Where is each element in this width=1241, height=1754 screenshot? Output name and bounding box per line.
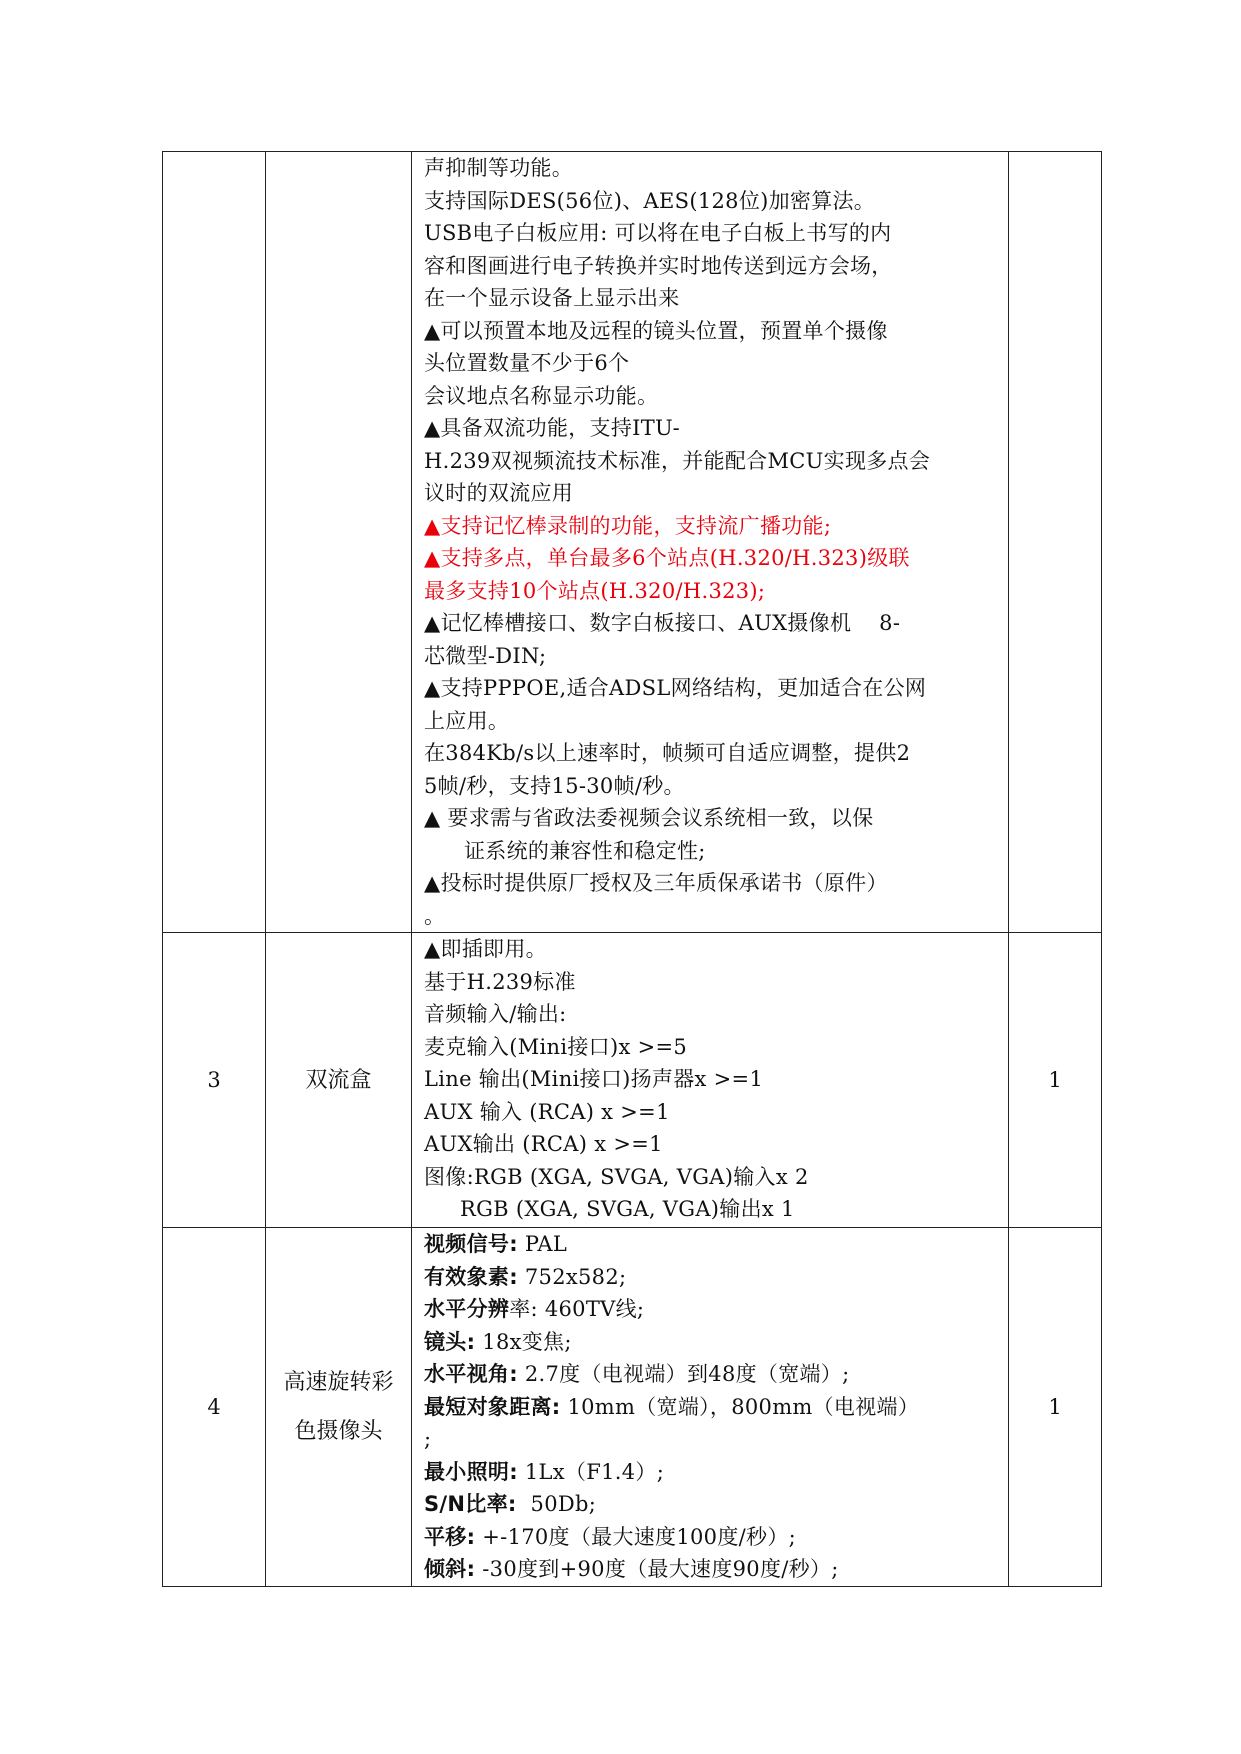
spec-text: 。	[424, 903, 446, 928]
spec-line	[424, 250, 1000, 283]
spec-text: ;	[424, 1427, 432, 1451]
spec-cell	[412, 1228, 1009, 1587]
spec-line	[424, 802, 1000, 835]
spec-text: USB电子白板应用: 可以将在电子白板上书写的内	[424, 221, 892, 245]
spec-cell	[412, 152, 1009, 933]
spec-line	[424, 640, 1000, 673]
spec-line	[424, 737, 1000, 770]
spec-line	[424, 933, 1000, 966]
spec-text: H.239双视频流技术标准，并能配合MCU实现多点会	[424, 448, 931, 473]
spec-line	[424, 152, 1000, 185]
spec-text: 在一个显示设备上显示出来	[424, 286, 680, 310]
spec-line	[424, 542, 1000, 575]
spec-line	[424, 380, 1000, 413]
spec-text: +-170度（最大速度100度/秒）;	[475, 1524, 796, 1549]
spec-line	[424, 282, 1000, 315]
spec-text: 议时的双流应用	[424, 481, 574, 505]
spec-line	[424, 672, 1000, 705]
spec-key: 有效象素:	[424, 1264, 518, 1289]
spec-text: 752x582;	[517, 1264, 627, 1289]
spec-line	[424, 477, 1000, 510]
spec-text: 上应用。	[424, 708, 510, 733]
spec-line	[424, 867, 1000, 900]
spec-key: 水平分辨	[424, 1297, 510, 1321]
spec-line	[424, 607, 1000, 640]
spec-text: 2.7度（电视端）到48度（宽端）;	[517, 1362, 850, 1386]
spec-line	[424, 412, 1000, 445]
table-row	[163, 152, 1102, 933]
spec-text: ▲记忆棒槽接口、数字白板接口、AUX摄像机 8-	[424, 611, 901, 635]
spec-key: S/N比率:	[424, 1492, 517, 1516]
spec-line	[424, 705, 1000, 738]
spec-text: ▲具备双流功能，支持ITU-	[424, 416, 681, 440]
item-name-cell	[266, 933, 412, 1228]
item-name-cell	[266, 1228, 412, 1587]
spec-text: 率: 460TV线;	[509, 1297, 645, 1321]
spec-text: 会议地点名称显示功能。	[424, 383, 659, 408]
spec-line	[424, 1488, 1000, 1521]
spec-line	[424, 217, 1000, 250]
spec-line	[424, 1261, 1000, 1294]
spec-line	[424, 1293, 1000, 1326]
spec-line	[424, 315, 1000, 348]
spec-text: 5帧/秒，支持15-30帧/秒。	[424, 773, 685, 798]
spec-cell	[412, 933, 1009, 1228]
spec-text: 基于H.239标准	[424, 969, 576, 994]
spec-text: ▲支持PPPOE,适合ADSL网络结构，更加适合在公网	[424, 676, 927, 700]
spec-text: 支持国际DES(56位)、AES(128位)加密算法。	[424, 188, 876, 213]
item-number: 4	[163, 1228, 266, 1587]
spec-text: 1Lx（F1.4）;	[517, 1459, 665, 1484]
spec-key: 视频信号:	[424, 1232, 518, 1256]
spec-text: 容和图画进行电子转换并实时地传送到远方会场，	[424, 253, 893, 278]
spec-text: 在384Kb/s以上速率时，帧频可自适应调整，提供2	[424, 741, 911, 765]
spec-text: 芯微型-DIN;	[424, 643, 547, 668]
spec-line	[424, 445, 1000, 478]
spec-line	[424, 1326, 1000, 1359]
spec-line	[424, 347, 1000, 380]
spec-line	[424, 966, 1000, 999]
spec-text: 图像:RGB (XGA, SVGA, VGA)输入x 2	[424, 1164, 809, 1189]
spec-key: 最短对象距离:	[424, 1394, 561, 1419]
item-quantity	[1009, 152, 1102, 933]
spec-key: 平移:	[424, 1524, 476, 1549]
spec-line	[424, 1553, 1000, 1586]
spec-line	[424, 510, 1000, 543]
spec-line	[424, 1161, 1000, 1194]
spec-text: 音频输入/输出:	[424, 1002, 567, 1026]
spec-text: ▲支持多点，单台最多6个站点(H.320/H.323)级联	[424, 546, 910, 570]
spec-text: 声抑制等功能。	[424, 156, 574, 180]
spec-line	[424, 1193, 1000, 1226]
spec-key: 镜头:	[424, 1329, 476, 1354]
spec-text: ▲可以预置本地及远程的镜头位置，预置单个摄像	[424, 318, 888, 343]
spec-text: 头位置数量不少于6个	[424, 351, 630, 375]
item-quantity: 1	[1009, 1228, 1102, 1587]
item-name: 高速旋转彩色摄像头	[283, 1370, 394, 1444]
spec-line	[424, 835, 1000, 868]
spec-line	[424, 770, 1000, 803]
spec-line	[424, 185, 1000, 218]
spec-text: ▲即插即用。	[424, 937, 547, 961]
table-row	[163, 1228, 1102, 1587]
item-quantity: 1	[1009, 933, 1102, 1228]
spec-text: AUX输出 (RCA) x >=1	[424, 1132, 663, 1156]
spec-text: 最多支持10个站点(H.320/H.323);	[424, 578, 766, 603]
spec-text: AUX 输入 (RCA) x >=1	[424, 1099, 670, 1124]
spec-text: RGB (XGA, SVGA, VGA)输出x 1	[460, 1197, 795, 1221]
spec-line	[424, 575, 1000, 608]
spec-text: -30度到+90度（最大速度90度/秒）;	[475, 1557, 839, 1581]
spec-line	[424, 1128, 1000, 1161]
equipment-spec-table	[162, 151, 1102, 1587]
spec-text: ▲ 要求需与省政法委视频会议系统相一致，以保	[424, 806, 874, 830]
spec-line	[424, 1423, 1000, 1456]
spec-line	[424, 1063, 1000, 1096]
item-number: 3	[163, 933, 266, 1228]
spec-line	[424, 900, 1000, 933]
spec-key: 最小照明:	[424, 1459, 518, 1484]
spec-line	[424, 1521, 1000, 1554]
spec-line	[424, 998, 1000, 1031]
spec-text: 麦克输入(Mini接口)x >=5	[424, 1034, 688, 1059]
spec-text: PAL	[517, 1232, 568, 1256]
spec-line	[424, 1456, 1000, 1489]
spec-line	[424, 1228, 1000, 1261]
item-name-cell	[266, 152, 412, 933]
spec-text: 10mm（宽端），800mm（电视端）	[560, 1394, 920, 1419]
spec-text: ▲支持记忆棒录制的功能，支持流广播功能;	[424, 513, 832, 538]
spec-line	[424, 1391, 1000, 1424]
spec-text: 证系统的兼容性和稳定性;	[464, 838, 706, 863]
spec-key: 倾斜:	[424, 1557, 476, 1581]
spec-text: 18x变焦;	[475, 1329, 572, 1354]
spec-line	[424, 1358, 1000, 1391]
spec-text: ▲投标时提供原厂授权及三年质保承诺书（原件）	[424, 871, 888, 895]
item-number	[163, 152, 266, 933]
table-row	[163, 933, 1102, 1228]
spec-key: 水平视角:	[424, 1362, 518, 1386]
spec-text: Line 输出(Mini接口)扬声器x >=1	[424, 1067, 764, 1091]
spec-line	[424, 1096, 1000, 1129]
spec-text: 50Db;	[516, 1492, 597, 1516]
spec-line	[424, 1031, 1000, 1064]
item-name: 双流盒	[305, 1067, 372, 1093]
